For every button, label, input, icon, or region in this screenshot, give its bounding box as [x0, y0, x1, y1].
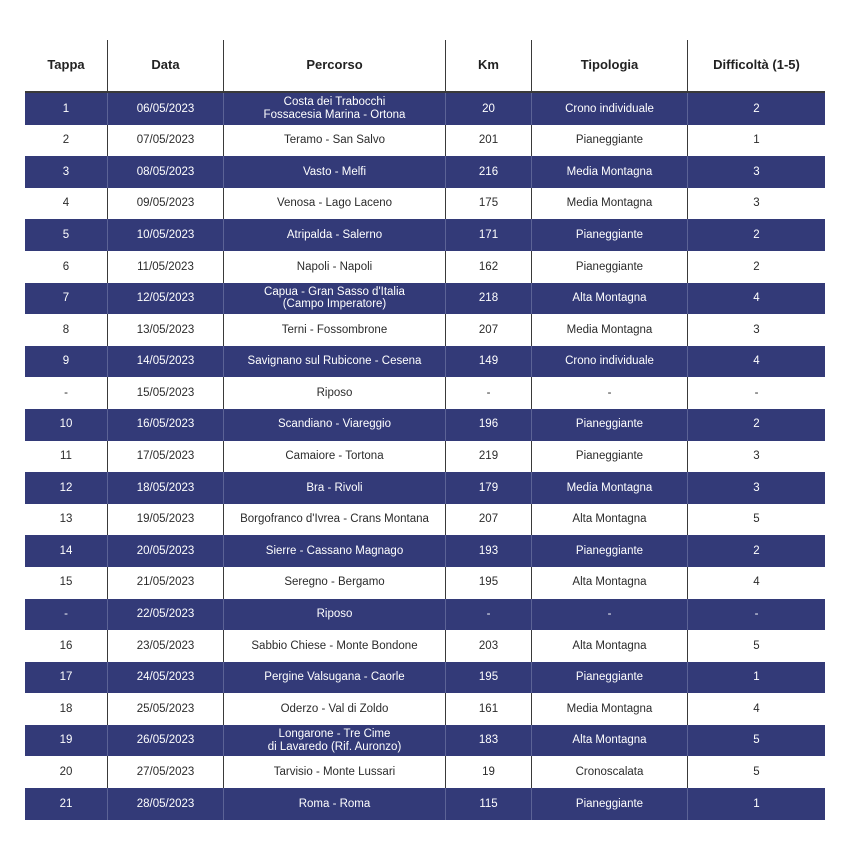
cell-percorso: Costa dei Trabocchi Fossacesia Marina - Ortona: [223, 93, 445, 125]
cell-tappa: 21: [59, 797, 73, 810]
table-row: [25, 504, 825, 536]
cell-tappa: 16: [59, 639, 73, 652]
cell-km: 193: [445, 535, 531, 567]
cell-tipologia: Alta Montagna: [531, 725, 687, 757]
cell-data: 25/05/2023: [107, 693, 223, 725]
cell-data: 16/05/2023: [107, 409, 223, 441]
cell-percorso: Camaiore - Tortona: [223, 441, 445, 473]
cell-km: 218: [445, 283, 531, 315]
cell-data: 22/05/2023: [107, 599, 223, 631]
table-row: [25, 599, 825, 631]
table-row: [25, 314, 825, 346]
cell-tipologia: Alta Montagna: [531, 504, 687, 536]
header-percorso: Percorso: [223, 40, 445, 93]
cell-tappa: 12: [59, 481, 73, 494]
cell-data: 17/05/2023: [107, 441, 223, 473]
table-row: [25, 377, 825, 409]
cell-difficolta: 2: [687, 535, 825, 567]
table-row: [25, 251, 825, 283]
cell-percorso: Capua - Gran Sasso d'Italia (Campo Imperatore): [223, 283, 445, 315]
cell-data: 06/05/2023: [107, 93, 223, 125]
cell-difficolta: 4: [687, 346, 825, 378]
cell-difficolta: 5: [687, 725, 825, 757]
cell-km: 115: [445, 788, 531, 820]
cell-tipologia: Alta Montagna: [531, 283, 687, 315]
cell-tipologia: -: [531, 377, 687, 409]
cell-percorso: Savignano sul Rubicone - Cesena: [223, 346, 445, 378]
cell-tipologia: Pianeggiante: [531, 441, 687, 473]
cell-tipologia: Cronoscalata: [531, 756, 687, 788]
cell-tappa: 8: [62, 323, 70, 336]
cell-percorso: Oderzo - Val di Zoldo: [223, 693, 445, 725]
cell-data: 15/05/2023: [107, 377, 223, 409]
table-row: [25, 535, 825, 567]
cell-percorso: Venosa - Lago Laceno: [223, 188, 445, 220]
cell-km: 149: [445, 346, 531, 378]
stages-table: [25, 40, 825, 820]
cell-difficolta: 3: [687, 472, 825, 504]
cell-tappa: 15: [59, 576, 73, 589]
cell-tappa: 4: [62, 197, 70, 210]
cell-tipologia: Media Montagna: [531, 314, 687, 346]
cell-data: 12/05/2023: [107, 283, 223, 315]
cell-tipologia: Media Montagna: [531, 693, 687, 725]
header-data: Data: [107, 40, 223, 93]
cell-tappa: -: [64, 386, 68, 399]
cell-km: 207: [445, 504, 531, 536]
cell-data: 07/05/2023: [107, 125, 223, 157]
cell-data: 13/05/2023: [107, 314, 223, 346]
cell-tappa: 1: [62, 102, 70, 115]
cell-data: 20/05/2023: [107, 535, 223, 567]
cell-difficolta: -: [687, 377, 825, 409]
cell-data: 08/05/2023: [107, 156, 223, 188]
cell-percorso: Longarone - Tre Cime di Lavaredo (Rif. Auronzo): [223, 725, 445, 757]
cell-tipologia: Crono individuale: [531, 346, 687, 378]
cell-tipologia: Alta Montagna: [531, 630, 687, 662]
cell-km: 195: [445, 662, 531, 694]
cell-tipologia: Pianeggiante: [531, 788, 687, 820]
cell-km: 207: [445, 314, 531, 346]
cell-tappa: 5: [62, 228, 70, 241]
cell-tipologia: Media Montagna: [531, 188, 687, 220]
cell-percorso: Atripalda - Salerno: [223, 219, 445, 251]
cell-tipologia: Pianeggiante: [531, 219, 687, 251]
cell-difficolta: -: [687, 599, 825, 631]
cell-tipologia: Media Montagna: [531, 472, 687, 504]
cell-difficolta: 2: [687, 409, 825, 441]
cell-km: 195: [445, 567, 531, 599]
table-header: [25, 40, 825, 93]
cell-data: 14/05/2023: [107, 346, 223, 378]
table-row: [25, 283, 825, 315]
cell-tipologia: Pianeggiante: [531, 409, 687, 441]
header-tipologia: Tipologia: [531, 40, 687, 93]
cell-km: 201: [445, 125, 531, 157]
table-row: [25, 441, 825, 473]
cell-km: 219: [445, 441, 531, 473]
cell-difficolta: 3: [687, 441, 825, 473]
table-row: [25, 156, 825, 188]
cell-percorso: Bra - Rivoli: [223, 472, 445, 504]
cell-tappa: 6: [62, 260, 70, 273]
cell-km: 162: [445, 251, 531, 283]
cell-percorso: Borgofranco d'Ivrea - Crans Montana: [223, 504, 445, 536]
cell-data: 18/05/2023: [107, 472, 223, 504]
cell-difficolta: 2: [687, 219, 825, 251]
cell-tappa: 13: [59, 513, 73, 526]
cell-difficolta: 2: [687, 93, 825, 125]
cell-tappa: 19: [59, 734, 73, 747]
cell-km: 196: [445, 409, 531, 441]
cell-tappa: 17: [59, 671, 73, 684]
cell-difficolta: 5: [687, 630, 825, 662]
table-row: [25, 409, 825, 441]
cell-tappa: 2: [62, 134, 70, 147]
cell-tappa: 20: [59, 766, 73, 779]
cell-data: 23/05/2023: [107, 630, 223, 662]
cell-percorso: Sabbio Chiese - Monte Bondone: [223, 630, 445, 662]
table-row: [25, 188, 825, 220]
cell-km: 20: [445, 93, 531, 125]
cell-percorso: Terni - Fossombrone: [223, 314, 445, 346]
cell-difficolta: 1: [687, 662, 825, 694]
cell-difficolta: 3: [687, 156, 825, 188]
table-row: [25, 219, 825, 251]
cell-km: 19: [445, 756, 531, 788]
table-row: [25, 630, 825, 662]
cell-km: -: [445, 599, 531, 631]
cell-tappa: 3: [62, 165, 70, 178]
cell-tipologia: Alta Montagna: [531, 567, 687, 599]
table-row: [25, 346, 825, 378]
header-difficolta: Difficoltà (1-5): [687, 40, 825, 93]
cell-tappa: -: [64, 608, 68, 621]
cell-data: 26/05/2023: [107, 725, 223, 757]
cell-difficolta: 4: [687, 283, 825, 315]
cell-percorso: Teramo - San Salvo: [223, 125, 445, 157]
cell-percorso: Roma - Roma: [223, 788, 445, 820]
cell-km: 161: [445, 693, 531, 725]
cell-difficolta: 3: [687, 188, 825, 220]
cell-difficolta: 4: [687, 693, 825, 725]
cell-km: 171: [445, 219, 531, 251]
cell-data: 19/05/2023: [107, 504, 223, 536]
cell-km: 179: [445, 472, 531, 504]
header-km: Km: [445, 40, 531, 93]
cell-tipologia: -: [531, 599, 687, 631]
cell-data: 10/05/2023: [107, 219, 223, 251]
cell-km: 203: [445, 630, 531, 662]
cell-difficolta: 2: [687, 251, 825, 283]
cell-percorso: Scandiano - Viareggio: [223, 409, 445, 441]
cell-km: 183: [445, 725, 531, 757]
cell-tappa: 9: [62, 355, 70, 368]
cell-difficolta: 1: [687, 125, 825, 157]
cell-percorso: Seregno - Bergamo: [223, 567, 445, 599]
cell-data: 27/05/2023: [107, 756, 223, 788]
table-row: [25, 788, 825, 820]
cell-tappa: 11: [60, 450, 72, 463]
cell-data: 28/05/2023: [107, 788, 223, 820]
cell-percorso: Napoli - Napoli: [223, 251, 445, 283]
cell-difficolta: 4: [687, 567, 825, 599]
cell-tipologia: Pianeggiante: [531, 535, 687, 567]
table-row: [25, 725, 825, 757]
table-row: [25, 93, 825, 125]
cell-data: 09/05/2023: [107, 188, 223, 220]
cell-percorso: Riposo: [223, 599, 445, 631]
table-row: [25, 125, 825, 157]
cell-tappa: 14: [59, 544, 73, 557]
cell-percorso: Tarvisio - Monte Lussari: [223, 756, 445, 788]
cell-data: 21/05/2023: [107, 567, 223, 599]
cell-tappa: 10: [59, 418, 73, 431]
cell-tipologia: Pianeggiante: [531, 251, 687, 283]
cell-percorso: Vasto - Melfi: [223, 156, 445, 188]
table-body: [25, 93, 825, 820]
cell-data: 11/05/2023: [107, 251, 223, 283]
cell-km: 175: [445, 188, 531, 220]
cell-percorso: Pergine Valsugana - Caorle: [223, 662, 445, 694]
cell-km: -: [445, 377, 531, 409]
cell-percorso: Sierre - Cassano Magnago: [223, 535, 445, 567]
cell-tappa: 7: [62, 292, 70, 305]
cell-data: 24/05/2023: [107, 662, 223, 694]
cell-tipologia: Media Montagna: [531, 156, 687, 188]
table-row: [25, 567, 825, 599]
header-tappa: Tappa: [25, 40, 107, 93]
table-row: [25, 756, 825, 788]
cell-tappa: 18: [59, 702, 73, 715]
cell-tipologia: Pianeggiante: [531, 125, 687, 157]
table-row: [25, 693, 825, 725]
cell-difficolta: 1: [687, 788, 825, 820]
cell-percorso: Riposo: [223, 377, 445, 409]
table-row: [25, 662, 825, 694]
table-row: [25, 472, 825, 504]
cell-difficolta: 5: [687, 756, 825, 788]
cell-tipologia: Crono individuale: [531, 93, 687, 125]
cell-tipologia: Pianeggiante: [531, 662, 687, 694]
cell-km: 216: [445, 156, 531, 188]
cell-difficolta: 5: [687, 504, 825, 536]
cell-difficolta: 3: [687, 314, 825, 346]
